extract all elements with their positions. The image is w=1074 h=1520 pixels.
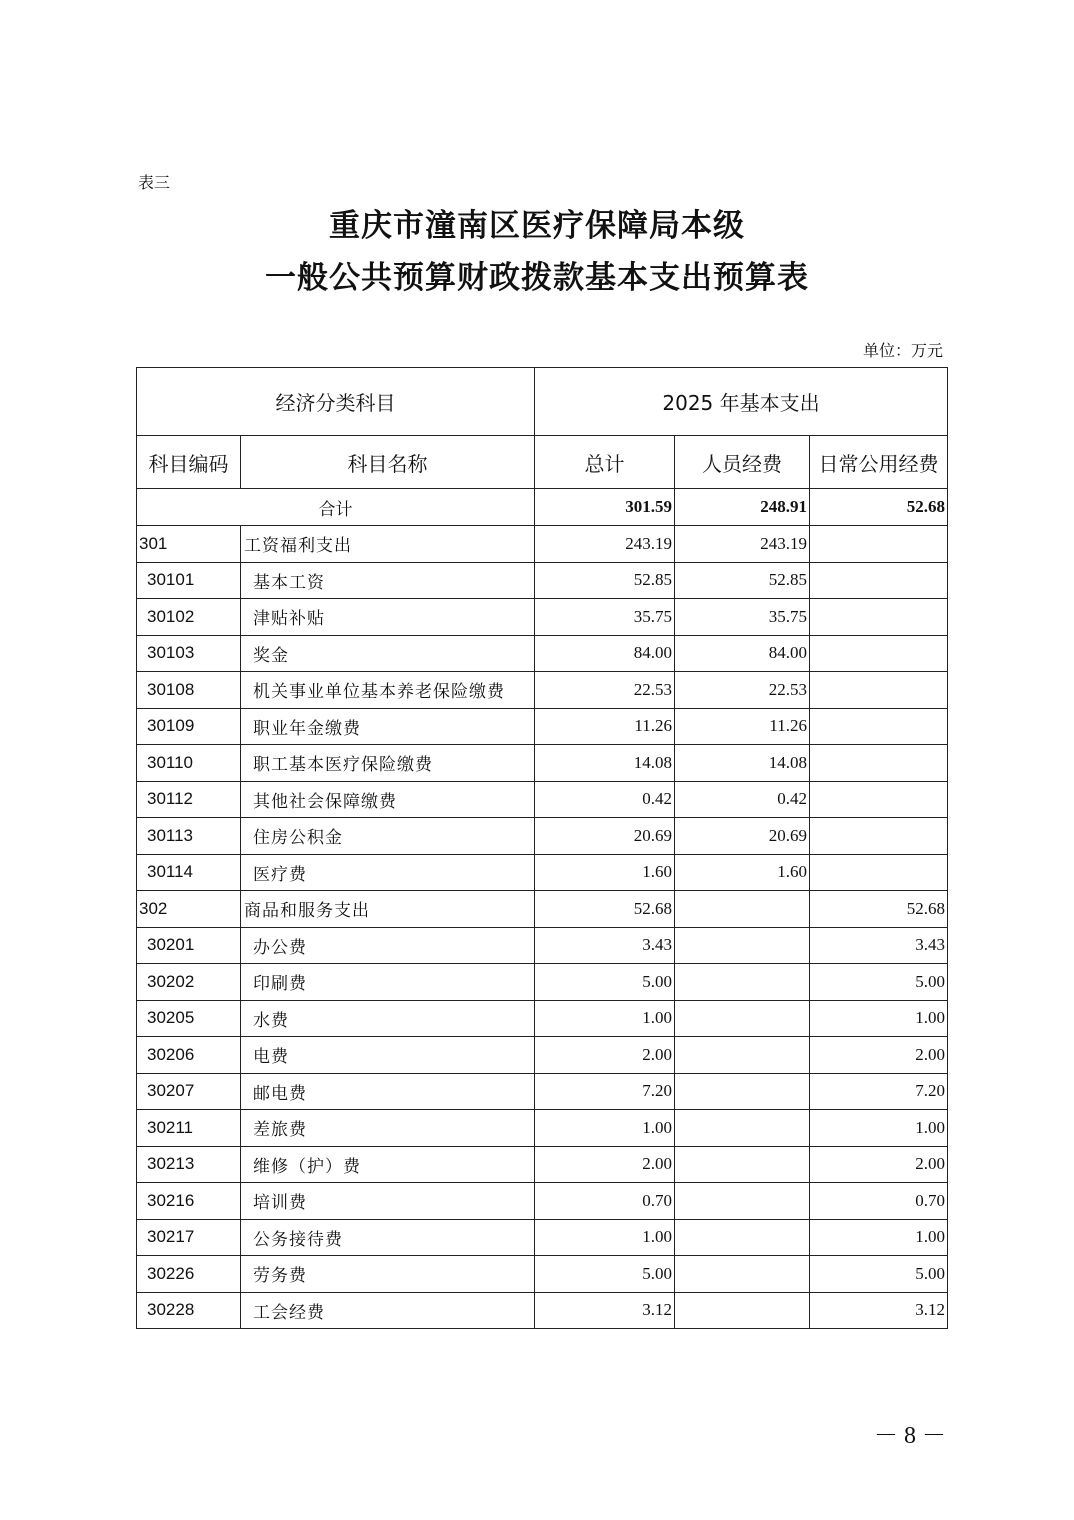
row-name: 电费 [241,1037,535,1074]
row-public [810,672,948,709]
row-personnel [675,1110,810,1147]
table-row [137,1037,948,1074]
table-row [137,818,948,855]
row-name: 职工基本医疗保险缴费 [241,745,535,782]
page-number: － 8 － [874,1423,946,1449]
budget-table [136,367,948,1329]
row-public: 1.00 [810,1000,948,1037]
row-name: 工会经费 [241,1292,535,1329]
row-public: 1.00 [810,1219,948,1256]
row-code: 30108 [137,672,241,709]
row-public: 1.00 [810,1110,948,1147]
row-name: 住房公积金 [241,818,535,855]
row-personnel [675,927,810,964]
row-public [810,818,948,855]
row-code: 30213 [137,1146,241,1183]
total-row [137,489,948,526]
row-personnel: 20.69 [675,818,810,855]
row-total: 1.00 [535,1000,675,1037]
row-personnel [675,891,810,928]
table-row [137,745,948,782]
row-personnel: 52.85 [675,562,810,599]
table-row [137,599,948,636]
row-total: 5.00 [535,964,675,1001]
row-total: 3.43 [535,927,675,964]
row-public: 2.00 [810,1146,948,1183]
row-total: 7.20 [535,1073,675,1110]
row-personnel: 14.08 [675,745,810,782]
row-name: 津贴补贴 [241,599,535,636]
row-code: 30202 [137,964,241,1001]
row-name: 公务接待费 [241,1219,535,1256]
row-public [810,781,948,818]
row-name: 其他社会保障缴费 [241,781,535,818]
row-public [810,599,948,636]
row-personnel [675,964,810,1001]
total-public: 52.68 [810,489,948,526]
row-public: 5.00 [810,1256,948,1293]
row-code: 30228 [137,1292,241,1329]
row-code: 30217 [137,1219,241,1256]
row-code: 30201 [137,927,241,964]
row-code: 30103 [137,635,241,672]
row-code: 30101 [137,562,241,599]
row-total: 243.19 [535,526,675,563]
row-personnel: 0.42 [675,781,810,818]
row-name: 商品和服务支出 [241,891,535,928]
row-public [810,708,948,745]
table-row [137,781,948,818]
row-public [810,854,948,891]
table-row [137,708,948,745]
table-row [137,562,948,599]
table-row [137,635,948,672]
row-total: 20.69 [535,818,675,855]
total-personnel: 248.91 [675,489,810,526]
row-personnel: 1.60 [675,854,810,891]
col-header-code: 科目编码 [137,436,241,489]
table-row [137,891,948,928]
row-code: 30226 [137,1256,241,1293]
row-name: 医疗费 [241,854,535,891]
col-header-personnel: 人员经费 [675,436,810,489]
header-economic-class: 经济分类科目 [137,368,535,436]
table-row [137,1256,948,1293]
row-name: 劳务费 [241,1256,535,1293]
row-total: 52.68 [535,891,675,928]
row-public [810,526,948,563]
row-total: 3.12 [535,1292,675,1329]
total-label: 合计 [137,489,535,526]
row-code: 30113 [137,818,241,855]
table-row [137,1146,948,1183]
row-total: 5.00 [535,1256,675,1293]
row-total: 2.00 [535,1037,675,1074]
row-total: 0.70 [535,1183,675,1220]
row-name: 办公费 [241,927,535,964]
row-total: 1.00 [535,1110,675,1147]
row-public [810,562,948,599]
row-name: 培训费 [241,1183,535,1220]
row-name: 印刷费 [241,964,535,1001]
col-header-total: 总计 [535,436,675,489]
row-personnel [675,1256,810,1293]
row-public: 3.12 [810,1292,948,1329]
row-personnel [675,1183,810,1220]
page-title-line1: 重庆市潼南区医疗保障局本级 [329,208,745,244]
table-row [137,526,948,563]
row-code: 30207 [137,1073,241,1110]
row-total: 1.00 [535,1219,675,1256]
row-code: 302 [137,891,241,928]
row-code: 30216 [137,1183,241,1220]
table-row [137,964,948,1001]
row-personnel: 84.00 [675,635,810,672]
col-header-name: 科目名称 [241,436,535,489]
row-total: 14.08 [535,745,675,782]
row-total: 22.53 [535,672,675,709]
row-personnel [675,1037,810,1074]
row-personnel [675,1219,810,1256]
row-total: 11.26 [535,708,675,745]
row-total: 84.00 [535,635,675,672]
row-public [810,635,948,672]
row-name: 机关事业单位基本养老保险缴费 [241,672,535,709]
row-code: 30109 [137,708,241,745]
row-code: 30102 [137,599,241,636]
row-personnel: 243.19 [675,526,810,563]
table-row [137,1110,948,1147]
row-public: 7.20 [810,1073,948,1110]
row-code: 301 [137,526,241,563]
col-header-public: 日常公用经费 [810,436,948,489]
row-code: 30211 [137,1110,241,1147]
row-total: 52.85 [535,562,675,599]
row-personnel [675,1000,810,1037]
table-row [137,1000,948,1037]
row-name: 职业年金缴费 [241,708,535,745]
page-title-line2: 一般公共预算财政拨款基本支出预算表 [265,260,809,296]
table-row [137,1073,948,1110]
table-row [137,1292,948,1329]
header-basic-expenditure: 2025 年基本支出 [535,368,948,436]
table-row [137,927,948,964]
row-code: 30205 [137,1000,241,1037]
row-name: 水费 [241,1000,535,1037]
row-name: 维修（护）费 [241,1146,535,1183]
unit-note: 单位：万元 [862,341,943,360]
row-total: 35.75 [535,599,675,636]
row-total: 0.42 [535,781,675,818]
row-public: 3.43 [810,927,948,964]
row-name: 基本工资 [241,562,535,599]
row-code: 30114 [137,854,241,891]
row-total: 2.00 [535,1146,675,1183]
table-row [137,1219,948,1256]
row-public: 5.00 [810,964,948,1001]
row-personnel: 11.26 [675,708,810,745]
total-sum: 301.59 [535,489,675,526]
row-personnel [675,1146,810,1183]
row-code: 30206 [137,1037,241,1074]
row-total: 1.60 [535,854,675,891]
row-name: 奖金 [241,635,535,672]
table-body [137,526,948,1329]
table-row [137,1183,948,1220]
row-public [810,745,948,782]
row-personnel [675,1292,810,1329]
row-public: 2.00 [810,1037,948,1074]
row-personnel: 22.53 [675,672,810,709]
row-name: 邮电费 [241,1073,535,1110]
table-row [137,672,948,709]
row-public: 0.70 [810,1183,948,1220]
row-code: 30110 [137,745,241,782]
row-personnel [675,1073,810,1110]
row-public: 52.68 [810,891,948,928]
table-row [137,854,948,891]
row-code: 30112 [137,781,241,818]
row-personnel: 35.75 [675,599,810,636]
table-label: 表三 [138,173,171,192]
row-name: 差旅费 [241,1110,535,1147]
row-name: 工资福利支出 [241,526,535,563]
